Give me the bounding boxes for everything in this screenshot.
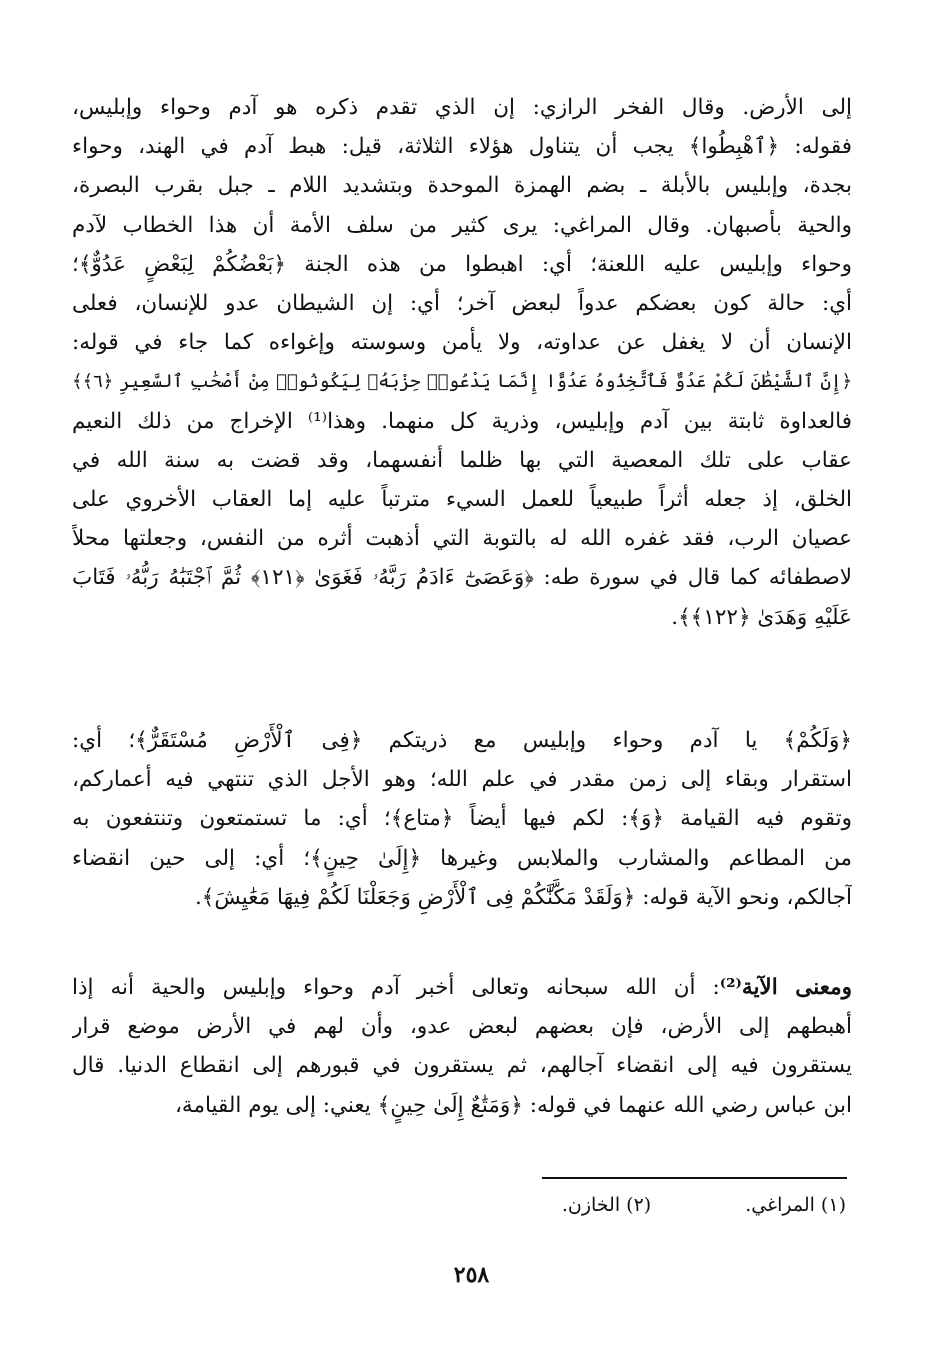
text-line: استقرار وبقاء إلى زمن مقدر في علم الله؛ وهو الأجل الذي تنتهي فيه أعماركم،: [72, 767, 852, 793]
text-line: لاصطفائه كما قال في سورة طه: ﴿وَعَصَىٰٓ ءَادَمُ رَبَّهُۥ فَغَوَىٰ ﴿١٢١﴾ ثُمَّ ٱجْتَبَٰهُ رَبُّهُۥ فَتَابَ: [72, 565, 852, 591]
text-line: عقاب على تلك المعصية التي بها ظلما أنفسهما، وقد قضت به سنة الله في: [72, 447, 852, 473]
text-line: إلى الأرض. وقال الفخر الرازي: إن الذي تقدم ذكره هو آدم وحواء وإبليس،: [72, 95, 852, 120]
text-line: أهبطهم إلى الأرض، فإن بعضهم لبعض عدو، وأن لهم في الأرض موضع قرار: [72, 1014, 852, 1040]
text-line: من المطاعم والمشارب والملابس وغيرها ﴿إِلَىٰ حِينٍ﴾؛ أي: إلى حين انقضاء: [72, 845, 852, 871]
page-number: ٢٥٨: [453, 1262, 490, 1288]
text-line: فالعداوة ثابتة بين آدم وإبليس، وذرية كل منهما. وهذا⁽¹⁾ الإخراج من ذلك النعيم: [72, 408, 852, 434]
text-line: عَلَيْهِ وَهَدَىٰ ﴿١٢٢﴾﴾.: [671, 604, 852, 630]
footnote-2: (٢) الخازن.: [561, 1194, 652, 1216]
text-line: والحية بأصبهان. وقال المراغي: يرى كثير من سلف الأمة أن هذا الخطاب لآدم: [72, 212, 852, 238]
verse-meaning-heading: ومعنى الآية⁽²⁾: [719, 975, 852, 1000]
text-fragment: : أن الله سبحانه وتعالى أخبر آدم وحواء وإبليس والحية أنه إذا: [72, 975, 720, 1000]
text-line: الإنسان أن لا يغفل عن عداوته، ولا يأمن وسوسته وإغواءه كما جاء في قوله:: [72, 330, 852, 356]
text-line: أي: حالة كون بعضكم عدواً لبعض آخر؛ أي: إن الشيطان عدو للإنسان، فعلى: [72, 291, 852, 317]
text-line: الخلق، إذ جعله أثراً طبيعياً للعمل السيء مترتباً عليه إما العقاب الأخروي على: [72, 487, 852, 513]
quran-verse-line: ﴿إِنَّ ٱلشَّيْطَٰنَ لَكُمْ عَدُوٌّ فَٱتَّخِذُوهُ عَدُوًّا إِنَّمَا يَدْعُوا۟ حِزْبَهُۥ لِيَكُونُوا۟ مِنْ أَصْحَٰبِ ٱلسَّعِيرِ ﴿٦﴾﴾: [72, 371, 852, 393]
paragraph-1: [72, 88, 852, 637]
text-line: وحواء وإبليس عليه اللعنة؛ أي: اهبطوا من هذه الجنة ﴿بَعْضُكُمْ لِبَعْضٍ عَدُوٌّ﴾؛: [72, 251, 852, 277]
text-line: بجدة، وإبليس بالأبلة ـ بضم الهمزة الموحدة وبتشديد اللام ـ جبل بقرب البصرة،: [72, 173, 852, 199]
text-line: ﴿وَلَكُمْ﴾ يا آدم وحواء وإبليس مع ذريتكم ﴿فِى ٱلْأَرْضِ مُسْتَقَرٌّ﴾؛ أي:: [72, 728, 852, 753]
footnotes: [246, 1190, 846, 1220]
text-line: وتقوم فيه القيامة ﴿وَ﴾: لكم فيها أيضاً ﴿متاع﴾؛ أي: ما تستمتعون وتنتفعون به: [72, 806, 852, 832]
footnote-1: (١) المراغي.: [745, 1194, 846, 1216]
footnote-separator: [542, 1177, 847, 1179]
text-line: ابن عباس رضي الله عنهما في قوله: ﴿وَمَتَٰعٌ إِلَىٰ حِينٍ﴾ يعني: إلى يوم القيامة،: [174, 1092, 852, 1118]
text-line: [72, 968, 852, 1007]
text-line: عصيان الرب، فقد غفره الله له بالتوبة التي أذهبت أثره من النفس، وجعلتها محلاً: [72, 526, 852, 552]
text-line: فقوله: ﴿ٱهْبِطُوا﴾ يجب أن يتناول هؤلاء الثلاثة، قيل: هبط آدم في الهند، وحواء: [72, 134, 852, 160]
text-line: آجالكم، ونحو الآية قوله: ﴿وَلَقَدْ مَكَّنَّٰكُمْ فِى ٱلْأَرْضِ وَجَعَلْنَا لَكُمْ فِيهَا مَعَٰيِشَ﴾.: [194, 884, 852, 910]
paragraph-3: [72, 968, 852, 1125]
paragraph-2: [72, 721, 852, 917]
text-line: يستقرون فيه إلى انقضاء آجالهم، ثم يستقرون في قبورهم إلى انقطاع الدنيا. قال: [72, 1053, 852, 1079]
